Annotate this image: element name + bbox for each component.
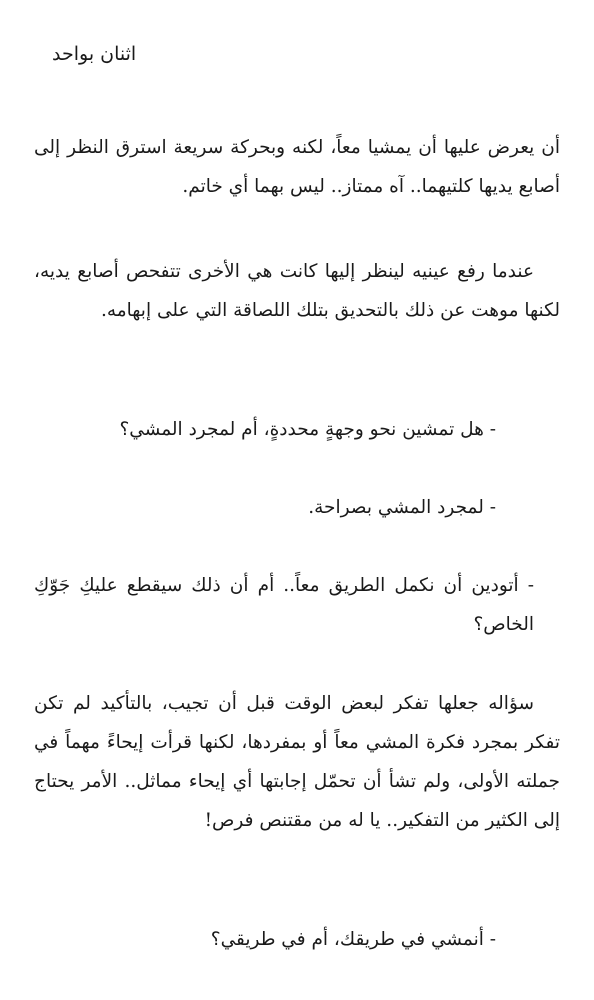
dialogue-line-3: - أتودين أن نكمل الطريق معاً.. أم أن ذلك سيقطع عليكِ جَوّكِ الخاص؟ (34, 575, 534, 635)
paragraph-1: أن يعرض عليها أن يمشيا معاً، لكنه وبحركة سريعة استرق النظر إلى أصابع يديها كلتيهما.. آه ممتاز.. ليس بهما أي خاتم. (34, 137, 560, 197)
dialogue-line-2: - لمجرد المشي بصراحة. (308, 497, 496, 518)
paragraph-2: عندما رفع عينيه لينظر إليها كانت هي الأخرى تتفحص أصابع يديه، لكنها موهت عن ذلك بالتحديق بتلك اللصاقة التي على إبهامه. (34, 261, 560, 321)
dialogue-line-4: - أنمشي في طريقك، أم في طريقي؟ (210, 929, 496, 950)
paragraph-3: سؤاله جعلها تفكر لبعض الوقت قبل أن تجيب، بالتأكيد لم تكن تفكر بمجرد فكرة المشي معاً أو بمفردها، لكنها قرأت إيحاءً مهماً في جملته الأولى، ولم تشأ أن تحمّل إجابتها أي إيحاء مماثل.. الأمر يحتاج إلى الكثير من التفكير.. يا له من مقتنص فرص! (34, 693, 560, 831)
chapter-title: اثنان بواحد (52, 43, 137, 65)
dialogue-line-1: - هل تمشين نحو وجهةٍ محددةٍ، أم لمجرد المشي؟ (119, 419, 496, 440)
